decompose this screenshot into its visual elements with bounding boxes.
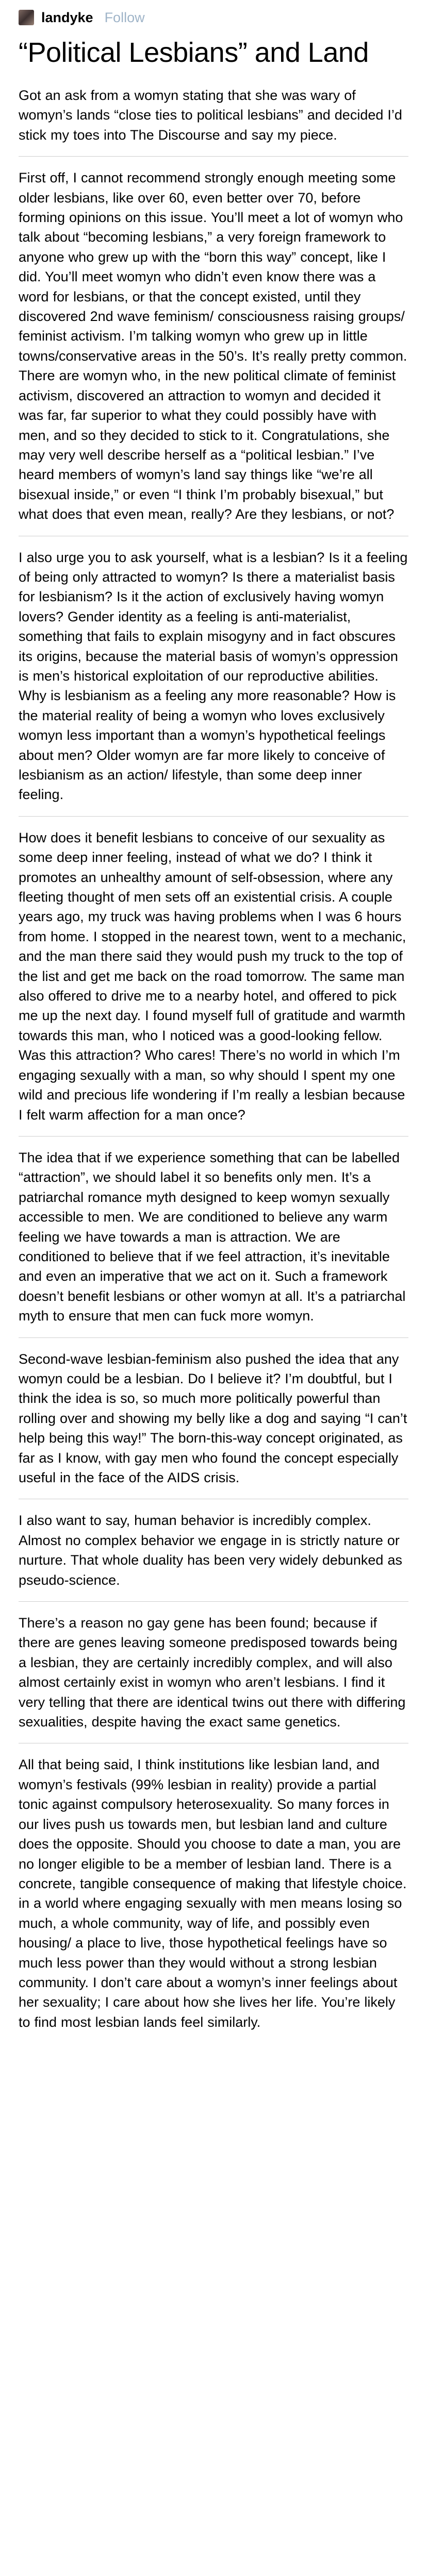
post-paragraph: The idea that if we experience something that can be labelled “attraction”, we should label it so benefits only men. It’s a patriarchal romance myth designed to keep womyn sexually accessible to men. We are conditioned to believe any warm feeling we have towards a man is attraction. We are conditioned to believe that if we feel attraction, it’s inevitable and even an imperative that we act on it. Such a framework doesn’t benefit lesbians or other womyn at all. It’s a patriarchal myth to ensure that men can fuck more womyn. [19, 1149, 406, 1324]
follow-button[interactable]: Follow [104, 9, 145, 25]
paragraph-divider [19, 1601, 408, 1602]
paragraph-divider [19, 1136, 408, 1137]
post-paragraph: Got an ask from a womyn stating that she was wary of womyn’s lands “close ties to political lesbians” and decided I’d stick my toes into The Discourse and say my piece. [19, 88, 402, 143]
post-paragraph: How does it benefit lesbians to conceive of our sexuality as some deep inner feeling, instead of what we do? I think it promotes an unhealthy amount of self-obsession, where any fleeting thought of men sets off an existential crisis. A couple years ago, my truck was having problems when I was 6 hours from home. I stopped in the nearest town, went to a mechanic, and the man there said they would push my truck to the top of the list and get me back on the road tomorrow. The same man also offered to drive me to a nearby hotel, and offered to pick me up the next day. I found myself full of gratitude and warmth towards this man, who I noticed was a good-looking fellow. Was this attraction? Who cares! There’s no world in which I’m engaging sexually with a man, so why should I spent my one wild and precious life wondering if I’m really a lesbian because I felt warm affection for a man once? [19, 829, 406, 1123]
username[interactable]: landyke [41, 9, 93, 25]
paragraph-divider [19, 1337, 408, 1338]
user-avatar[interactable] [19, 10, 34, 25]
post-header [19, 0, 408, 33]
post-title: “Political Lesbians” and Land [19, 37, 369, 68]
post-paragraph: I also urge you to ask yourself, what is a lesbian? Is it a feeling of being only attracted to womyn? Is there a materialist basis for lesbianism? Is it the action of exclusively having womyn lovers? Gender identity as a feeling is anti-materialist, something that fails to explain misogyny and in fact obscures its origins, because the material basis of womyn’s oppression is men’s historical exploitation of our reproductive abilities. Why is lesbianism as a feeling any more reasonable? How is the material reality of being a womyn who loves exclusively womyn less important than a womyn’s hypothetical feelings about men? Older womyn are far more likely to conceive of lesbianism as an action/ lifestyle, than some deep inner feeling. [19, 549, 408, 803]
post-paragraph: There’s a reason no gay gene has been found; because if there are genes leaving someone predisposed towards being a lesbian, they are certainly incredibly complex, and will also almost certainly exist in womyn who aren’t lesbians. I find it very telling that there are identical twins out there with differing sexualities, despite having the exact same genetics. [19, 1615, 406, 1730]
post-paragraph: First off, I cannot recommend strongly enough meeting some older lesbians, like over 60, even better over 70, before forming opinions on this issue. You’ll meet a lot of womyn who talk about “becoming lesbians,” a very foreign framework to anyone who grew up with the “born this way” concept, like I did. You’ll meet womyn who didn’t even know there was a word for lesbians, or that the concept existed, until they discovered 2nd wave feminism/ consciousness raising groups/ feminist activism. I’m talking womyn who grew up in little towns/conservative areas in the 50’s. It’s really pretty common. There are womyn who, in the new political climate of feminist activism, discovered an attraction to womyn and decided it was far, far superior to what they could possibly have with men, and so they decided to stick to it. Congratulations, she may very well describe herself as a “political lesbian.” I’ve heard members of womyn’s land say things like “we’re all bisexual inside,” or even “I think I’m probably bisexual,” but what does that even mean, really? Are they lesbians, or not? [19, 170, 407, 522]
post-paragraph: All that being said, I think institutions like lesbian land, and womyn’s festivals (99% lesbian in reality) provide a partial tonic against compulsory heterosexuality. So many forces in our lives push us towards men, but lesbian land and culture does the opposite. Should you choose to date a man, you are no longer eligible to be a member of lesbian land. There is a concrete, tangible consequence of making that lifestyle choice. in a world where engaging sexually with men means losing so much, a whole community, way of life, and possibly even housing/ a place to live, those hypothetical feelings have so much less power than they would without a strong lesbian community. I don’t care about a womyn’s inner feelings about her sexuality; I care about how she lives her life. You’re likely to find most lesbian lands feel similarly. [19, 1757, 407, 2030]
paragraph-divider [19, 156, 408, 157]
paragraph-divider [19, 816, 408, 817]
post-paragraph: I also want to say, human behavior is incredibly complex. Almost no complex behavior we engage in is strictly nature or nurture. That whole duality has been very widely debunked as pseudo-science. [19, 1513, 402, 1588]
post-paragraph: Second-wave lesbian-feminism also pushed the idea that any womyn could be a lesbian. Do I believe it? I’m doubtful, but I think the idea is so, so much more politically powerful than rolling over and showing my belly like a dog and saying “I can’t help being this way!” The born-this-way concept originated, as far as I know, with gay men who found the concept especially useful in the face of the AIDS crisis. [19, 1351, 407, 1485]
